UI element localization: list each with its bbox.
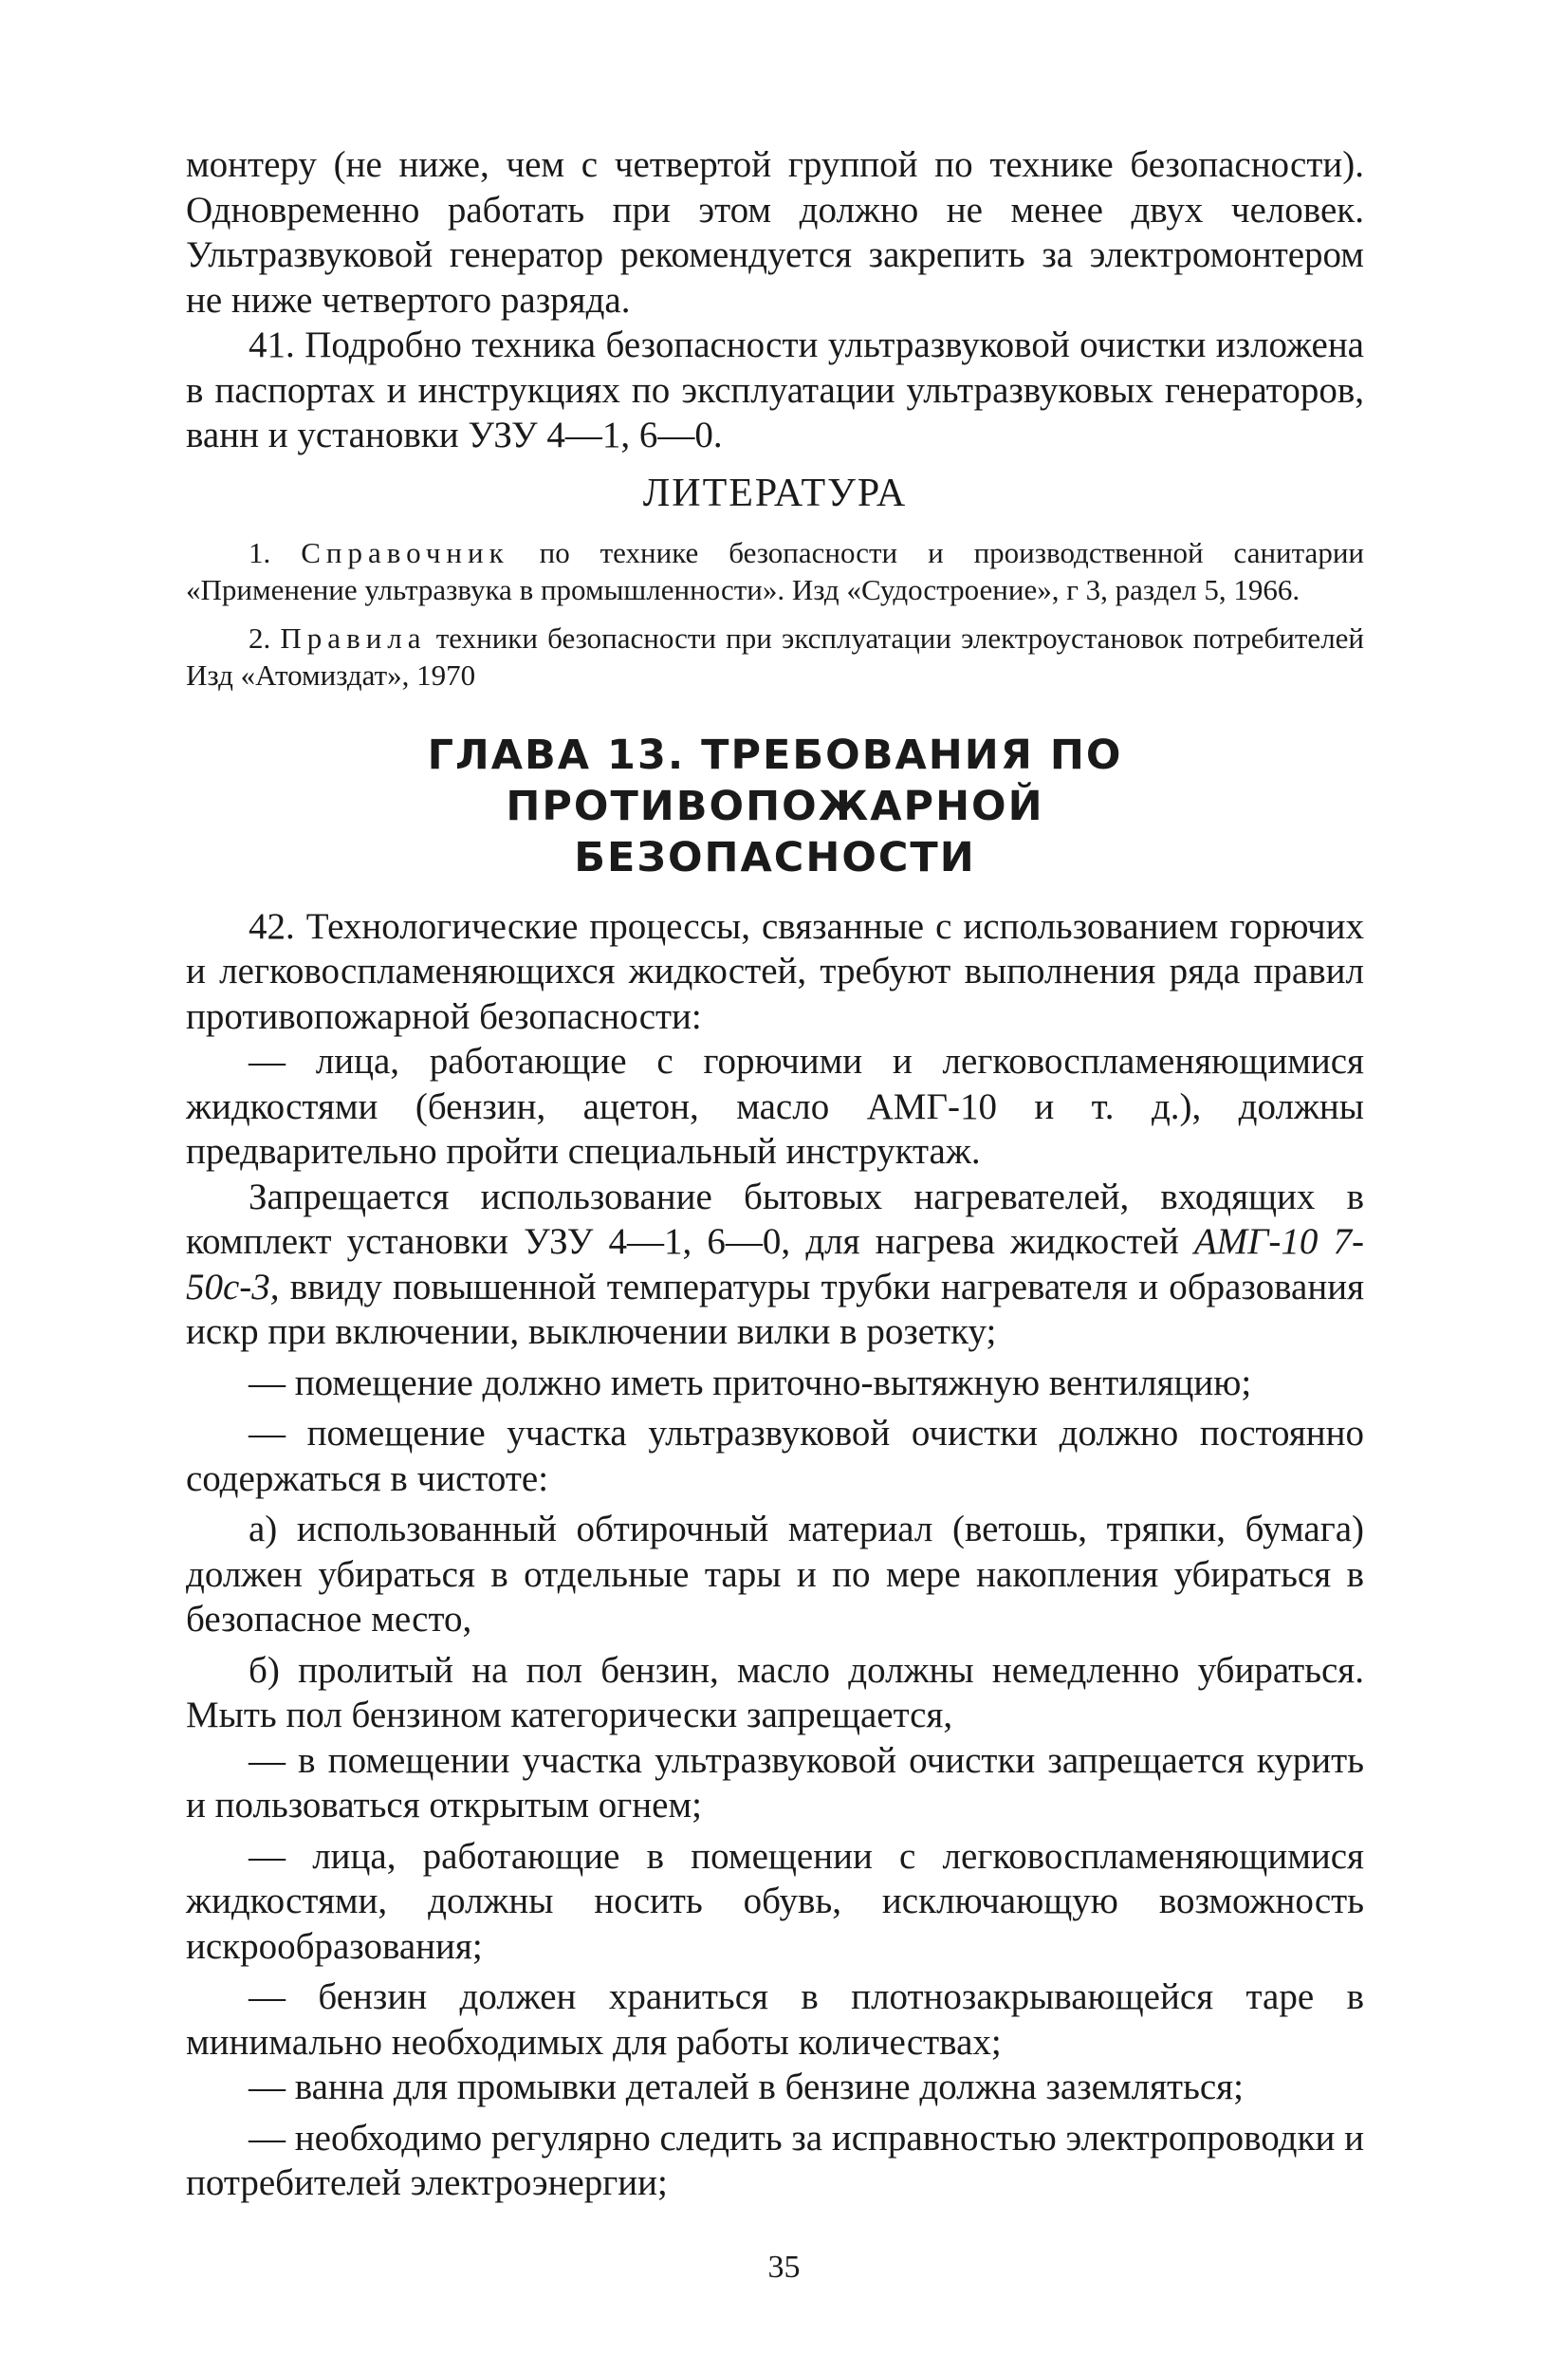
page-content	[186, 142, 1364, 2206]
heaters-liquid-grade: АМГ-10 7-50с-3,	[186, 1221, 1364, 1307]
rule-wiring-check: — необходимо регулярно следить за исправностью электропроводки и потребителей электроэнергии;	[186, 2117, 1364, 2203]
rule-persons-instruction: — лица, работающие с горючими и легковоспламеняющимися жидкостями (бензин, ацетон, масло АМГ-10 и т. д.), должны предварительно пройти специальный инструктаж.	[186, 1041, 1364, 1172]
intro-paragraph: монтеру (не ниже, чем с четвертой группой по технике безопасности). Одновременно работать при этом должно не менее двух человек. Ультразвуковой генератор рекомендуется закрепить за электромонтером не ниже четвертого разряда.	[186, 144, 1364, 321]
chapter-title-line-2: БЕЗОПАСНОСТИ	[574, 833, 976, 881]
literature-heading: ЛИТЕРАТУРА	[642, 471, 908, 515]
rule-footwear: — лица, работающие в помещении с легковоспламеняющимися жидкостями, должны носить обувь, исключающую возможность искрообразования;	[186, 1835, 1364, 1967]
page-number: 35	[767, 2250, 801, 2285]
reference-2-title: Правила	[280, 621, 427, 655]
heaters-text-part-1: Запрещается использование бытовых нагревателей, входящих в комплект установки УЗУ 4—1, 6—0, для нагрева жидкостей	[186, 1176, 1364, 1262]
chapter-title-line-1: ГЛАВА 13. ТРЕБОВАНИЯ ПО ПРОТИВОПОЖАРНОЙ	[427, 731, 1123, 830]
rule-petrol-storage: — бензин должен храниться в плотнозакрывающейся таре в минимально необходимых для работы количествах;	[186, 1976, 1364, 2063]
reference-2	[186, 620, 1364, 694]
reference-1	[186, 534, 1364, 608]
reference-1-title: Справочник	[301, 535, 509, 569]
paragraph-42: 42. Технологические процессы, связанные с использованием горючих и легковоспламеняющихся жидкостей, требуют выполнения ряда правил противопожарной безопасности:	[186, 905, 1364, 1037]
reference-1-number: 1.	[249, 535, 271, 569]
reference-2-details: техники безопасности при эксплуатации электроустановок потребителей Изд «Атомиздат», 1970	[186, 621, 1365, 692]
heaters-text-part-2: ввиду повышенной температуры трубки нагревателя и образования искр при включении, выключении вилки в розетку;	[186, 1266, 1365, 1352]
reference-2-number: 2.	[249, 621, 271, 655]
reference-1-details: по технике безопасности и производственной санитарии «Применение ультразвука в промышленности». Изд «Судостроение», г 3, раздел 5, 1966.	[186, 535, 1364, 606]
rule-bath-grounding: — ванна для промывки деталей в бензине должна заземляться;	[249, 2067, 1244, 2107]
chapter-title	[186, 730, 1364, 883]
rule-no-smoking: — в помещении участка ультразвуковой очистки запрещается курить и пользоваться открытым огнем;	[186, 1739, 1364, 1826]
rule-cleanliness-b: б) пролитый на пол бензин, масло должны немедленно убираться. Мыть пол бензином категорически запрещается,	[186, 1649, 1364, 1735]
paragraph-41: 41. Подробно техника безопасности ультразвуковой очистки изложена в паспортах и инструкциях по эксплуатации ультразвуковых генераторов, ванн и установки УЗУ 4—1, 6—0.	[186, 324, 1364, 455]
rule-cleanliness-a: а) использованный обтирочный материал (ветошь, тряпки, бумага) должен убираться в отдельные тары и по мере накопления убираться в безопасное место,	[186, 1509, 1364, 1640]
rule-cleanliness: — помещение участка ультразвуковой очистки должно постоянно содержаться в чистоте:	[186, 1413, 1364, 1499]
rule-heaters-forbidden	[186, 1175, 1364, 1355]
rule-ventilation: — помещение должно иметь приточно-вытяжную вентиляцию;	[249, 1362, 1252, 1403]
